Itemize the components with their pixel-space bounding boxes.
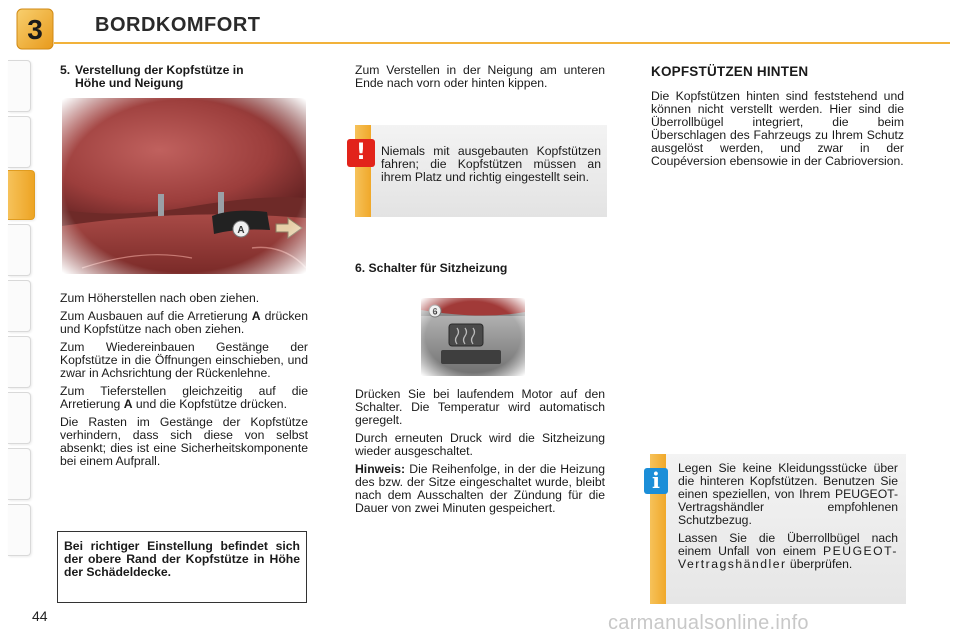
- rear-headrests-text: Die Kopfstützen hinten sind feststehend und können nicht verstellt werden. Hier sind die Überrollbügel integriert, die beim Überschlagen des Fahrzeugs zu Ihrem Schutz ausgelöst werden, und zwar in der Coupéversion ebensowie in der Cabrioversion.: [651, 89, 904, 168]
- chapter-tab[interactable]: [8, 448, 31, 500]
- paragraph: Zum Höherstellen nach oben ziehen.: [60, 291, 260, 305]
- paragraph: Zum Wiedereinbauen Gestänge der Kopfstütze in die Öffnungen einschieben, und zwar in Achsrichtung der Rückenlehne.: [60, 340, 308, 380]
- chapter-tab[interactable]: [8, 116, 31, 168]
- section-number: 5.: [60, 63, 71, 77]
- text-span: Lassen Sie die Überrollbügel nach einem Unfall von einem: [678, 531, 898, 558]
- lock-label: A: [251, 309, 261, 323]
- hint-label: Hinweis:: [355, 462, 406, 476]
- info-text: [678, 462, 898, 576]
- text-span: Zum Ausbauen auf die Arretierung: [60, 309, 252, 323]
- headrest-photo: [62, 98, 306, 274]
- section-heading-line1: Verstellung der Kopfstütze in: [75, 63, 244, 77]
- chapter-tab-active[interactable]: [8, 170, 35, 220]
- info-icon: i: [644, 468, 668, 494]
- paragraph: [60, 385, 308, 411]
- paragraph: Legen Sie keine Kleidungsstücke über die hinteren Kopfstützen. Benutzen Sie einen speziellen, von Ihrem PEUGEOT-Vertragshändler empfohlenen Schutzbezug.: [678, 461, 898, 527]
- tilt-instruction: Zum Verstellen in der Neigung am unteren Ende nach vorn oder hinten kippen.: [355, 63, 605, 90]
- chapter-badge: [16, 8, 54, 50]
- section-heading-line2: Höhe und Neigung: [75, 76, 184, 90]
- warning-box: [355, 125, 607, 217]
- text-span: und die Kopfstütze drücken.: [132, 397, 287, 411]
- chapter-number: 3: [27, 14, 43, 45]
- section-5-heading: [60, 64, 310, 90]
- text-span: drücken und Kopfstütze nach oben ziehen.: [60, 309, 308, 336]
- exclamation-icon: !: [347, 139, 375, 167]
- section-6-heading: 6. Schalter für Sitzheizung: [355, 261, 508, 275]
- section-6-body: [355, 388, 605, 520]
- text-span: Zum Tieferstellen gleichzeitig auf die Arretierung: [60, 384, 308, 411]
- paragraph: [60, 310, 308, 336]
- paragraph: Drücken Sie bei laufendem Motor auf den Schalter. Die Temperatur wird automatisch geregelt.: [355, 387, 605, 427]
- adjustment-note: Bei richtiger Einstellung befindet sich der obere Rand der Kopfstütze in Höhe der Schädeldecke.: [57, 531, 307, 603]
- watermark: carmanualsonline.info: [608, 612, 809, 634]
- chapter-tab[interactable]: [8, 392, 31, 444]
- chapter-tab[interactable]: [8, 60, 31, 112]
- lock-label: A: [123, 397, 133, 411]
- info-box: [650, 454, 906, 604]
- page-number: 44: [32, 608, 48, 624]
- section-5-body: [60, 292, 308, 473]
- dealer-name: PEUGEOT-Vertragshändler: [678, 544, 898, 571]
- heater-switch-photo: [421, 298, 525, 376]
- rear-headrests-heading: KOPFSTÜTZEN HINTEN: [651, 64, 809, 79]
- hint-paragraph: [355, 463, 605, 515]
- chapter-tab[interactable]: [8, 280, 31, 332]
- chapter-tabs: [0, 60, 32, 580]
- paragraph: Durch erneuten Druck wird die Sitzheizung wieder ausgeschaltet.: [355, 431, 605, 458]
- hint-text: Die Reihenfolge, in der die Heizung des bzw. der Sitze eingeschaltet wurde, bleibt nach dem Ausschalten der Zündung für die Dauer von zwei Minuten gespeichert.: [355, 462, 605, 515]
- chapter-tab[interactable]: [8, 224, 31, 276]
- warning-text: Niemals mit ausgebauten Kopfstützen fahren; die Kopfstützen müssen an ihrem Platz und richtig eingestellt sein.: [381, 144, 601, 184]
- text-span: überprüfen.: [786, 557, 853, 571]
- chapter-tab[interactable]: [8, 336, 31, 388]
- header-rule: [54, 42, 950, 44]
- chapter-title: BORDKOMFORT: [95, 14, 261, 36]
- paragraph: [678, 532, 898, 571]
- chapter-tab[interactable]: [8, 504, 31, 556]
- paragraph: Die Rasten im Gestänge der Kopfstütze verhindern, dass sich diese von selbst absenkt; dies ist eine Sicherheitskomponente bei einem Aufprall.: [60, 415, 308, 468]
